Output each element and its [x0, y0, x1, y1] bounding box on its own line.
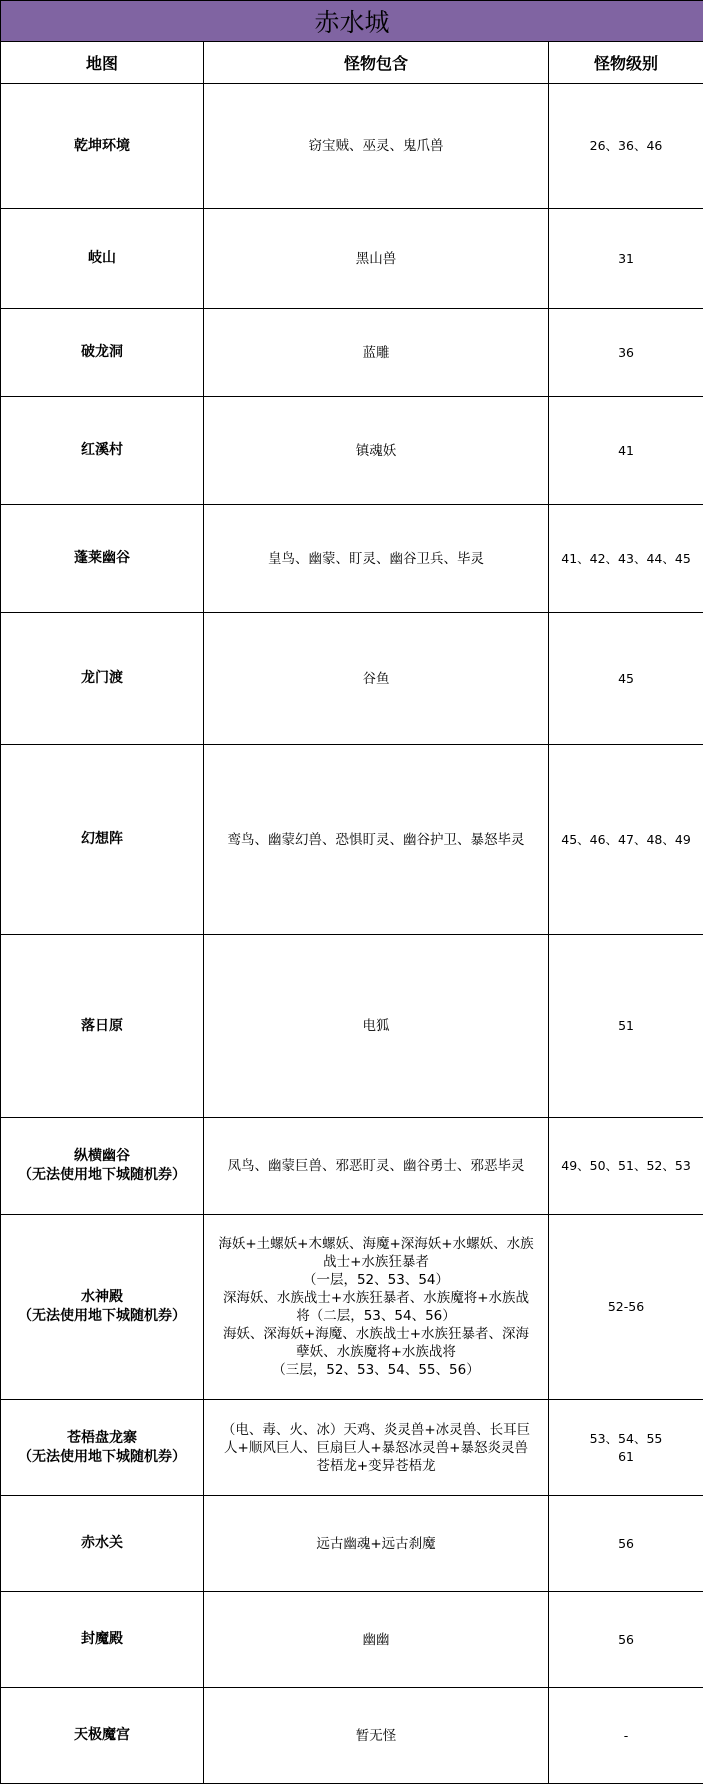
map-cell-line: （无法使用地下城随机券）: [18, 1308, 186, 1324]
level-cell: [549, 309, 703, 397]
map-cell: [1, 613, 204, 745]
monsters-cell: [204, 1400, 549, 1496]
monsters-cell-line: 镇魂妖: [355, 442, 397, 459]
monsters-cell-line: 孽妖、水族魔将+水族战将: [296, 1344, 456, 1360]
level-cell-line: 51: [618, 1018, 634, 1033]
level-cell-line: -: [623, 1727, 629, 1743]
map-cell-line: 乾坤环境: [74, 137, 130, 154]
table-row: [1, 1688, 703, 1784]
level-cell-line: 49、50、51、52、53: [561, 1158, 691, 1173]
table-body: [1, 84, 703, 1784]
monsters-cell-line: 皇鸟、幽蒙、盯灵、幽谷卫兵、毕灵: [268, 550, 484, 567]
monsters-cell-line: （一层，52、53、54）: [302, 1272, 450, 1288]
monsters-cell: [204, 505, 549, 613]
map-cell-line: 苍梧盘龙寨: [67, 1429, 137, 1446]
level-cell: [549, 1118, 703, 1215]
map-cell-line: 赤水关: [81, 1535, 123, 1551]
monsters-cell-line: 窃宝贼、巫灵、鬼爪兽: [308, 138, 444, 154]
level-cell: [549, 745, 703, 935]
map-cell-line: 龙门渡: [81, 670, 123, 686]
monsters-cell-line: 暂无怪: [355, 1727, 397, 1744]
map-cell-line: （无法使用地下城随机券）: [18, 1167, 186, 1183]
map-cell-line: 封魔殿: [81, 1631, 123, 1647]
level-cell-line: 36: [618, 344, 634, 360]
table-row: [1, 935, 703, 1118]
monsters-cell: [204, 84, 549, 209]
monsters-cell-line: 黑山兽: [355, 250, 397, 267]
level-cell: [549, 1592, 703, 1688]
monsters-cell-line: （电、毒、火、冰）天鸡、炎灵兽+冰灵兽、长耳巨: [221, 1421, 531, 1438]
table-row: [1, 309, 703, 397]
table-row: [1, 505, 703, 613]
map-cell-line: 水神殿: [81, 1289, 123, 1305]
header-level: 怪物级别: [549, 42, 703, 84]
table-row: [1, 1592, 703, 1688]
monsters-cell-line: 蓝雕: [362, 344, 390, 361]
map-cell: [1, 1118, 204, 1215]
map-cell-line: 破龙洞: [81, 344, 123, 360]
level-cell: [549, 1688, 703, 1784]
map-cell: [1, 1215, 204, 1400]
map-cell: [1, 397, 204, 505]
map-cell-line: 红溪村: [81, 442, 123, 458]
table-row: [1, 1400, 703, 1496]
monsters-cell: [204, 935, 549, 1118]
table-row: [1, 1496, 703, 1592]
monsters-cell: [204, 1592, 549, 1688]
map-cell: [1, 505, 204, 613]
monsters-cell: [204, 1496, 549, 1592]
header-row: [1, 42, 703, 84]
level-cell: [549, 935, 703, 1118]
table-row: [1, 84, 703, 209]
monsters-cell: [204, 397, 549, 505]
level-cell-line: 41: [618, 442, 634, 458]
table-row: [1, 397, 703, 505]
level-cell-line: 45、46、47、48、49: [561, 831, 691, 847]
monsters-cell-line: 谷鱼: [362, 670, 390, 687]
header-monsters: 怪物包含: [204, 42, 549, 84]
level-cell: [549, 397, 703, 505]
map-cell-line: 纵横幽谷: [74, 1148, 130, 1164]
level-cell: [549, 84, 703, 209]
map-cell-line: 幻想阵: [81, 831, 123, 847]
monsters-cell-line: 远古幽魂+远古刹魔: [316, 1535, 436, 1552]
level-cell-line: 31: [618, 250, 634, 266]
map-cell: [1, 1592, 204, 1688]
table-row: [1, 745, 703, 935]
monsters-cell-line: 深海妖、水族战士+水族狂暴者、水族魔将+水族战: [222, 1290, 530, 1306]
monsters-cell-line: 人+顺风巨人、巨扇巨人+暴怒冰灵兽+暴怒炎灵兽: [224, 1439, 528, 1456]
level-cell-line: 52-56: [607, 1299, 645, 1314]
monsters-cell-line: 凤鸟、幽蒙巨兽、邪恶盯灵、幽谷勇士、邪恶毕灵: [227, 1158, 525, 1174]
map-cell-line: 岐山: [88, 250, 116, 266]
level-cell-line: 56: [618, 1631, 634, 1647]
monsters-cell-line: （三层，52、53、54、55、56）: [272, 1362, 480, 1378]
table-row: [1, 209, 703, 309]
monsters-cell-line: 海妖、深海妖+海魔、水族战士+水族狂暴者、深海: [222, 1326, 530, 1342]
monsters-cell-line: 将（二层，53、54、56）: [296, 1308, 456, 1324]
monsters-cell-line: 苍梧龙+变异苍梧龙: [316, 1457, 436, 1474]
map-cell-line: 落日原: [81, 1017, 123, 1034]
map-cell: [1, 309, 204, 397]
monsters-cell: [204, 1688, 549, 1784]
monsters-cell-line: 战士+水族狂暴者: [323, 1254, 429, 1270]
header-map: 地图: [1, 42, 204, 84]
level-cell: [549, 1215, 703, 1400]
level-cell: [549, 1400, 703, 1496]
monsters-cell: [204, 209, 549, 309]
map-cell: [1, 1496, 204, 1592]
monsters-cell-line: 海妖+土螺妖+木螺妖、海魔+深海妖+水螺妖、水族: [218, 1236, 534, 1252]
map-cell-line: 蓬莱幽谷: [74, 550, 130, 566]
level-cell-line: 45: [618, 670, 634, 686]
level-cell-line: 41、42、43、44、45: [561, 550, 691, 566]
map-cell-line: （无法使用地下城随机券）: [18, 1448, 186, 1465]
table-row: [1, 1118, 703, 1215]
level-cell-line: 53、54、55: [589, 1430, 663, 1446]
monsters-cell-line: 幽幽: [362, 1631, 390, 1648]
map-cell: [1, 84, 204, 209]
level-cell-line: 26、36、46: [589, 138, 663, 153]
monsters-cell: [204, 613, 549, 745]
map-cell: [1, 209, 204, 309]
map-cell: [1, 745, 204, 935]
monsters-cell-line: 电狐: [362, 1018, 390, 1034]
monsters-cell: [204, 309, 549, 397]
map-cell: [1, 935, 204, 1118]
table-row: [1, 1215, 703, 1400]
table-row: [1, 613, 703, 745]
map-cell: [1, 1688, 204, 1784]
map-cell-line: 天极魔宫: [74, 1727, 130, 1743]
monsters-cell: [204, 1215, 549, 1400]
table-title: 赤水城: [1, 1, 703, 42]
level-cell: [549, 1496, 703, 1592]
monsters-cell: [204, 745, 549, 935]
map-cell: [1, 1400, 204, 1496]
level-cell-line: 56: [618, 1535, 634, 1551]
level-cell: [549, 505, 703, 613]
monsters-cell: [204, 1118, 549, 1215]
monsters-cell-line: 鸾鸟、幽蒙幻兽、恐惧盯灵、幽谷护卫、暴怒毕灵: [227, 831, 525, 848]
level-cell-line: 61: [618, 1448, 634, 1464]
level-cell: [549, 209, 703, 309]
level-cell: [549, 613, 703, 745]
